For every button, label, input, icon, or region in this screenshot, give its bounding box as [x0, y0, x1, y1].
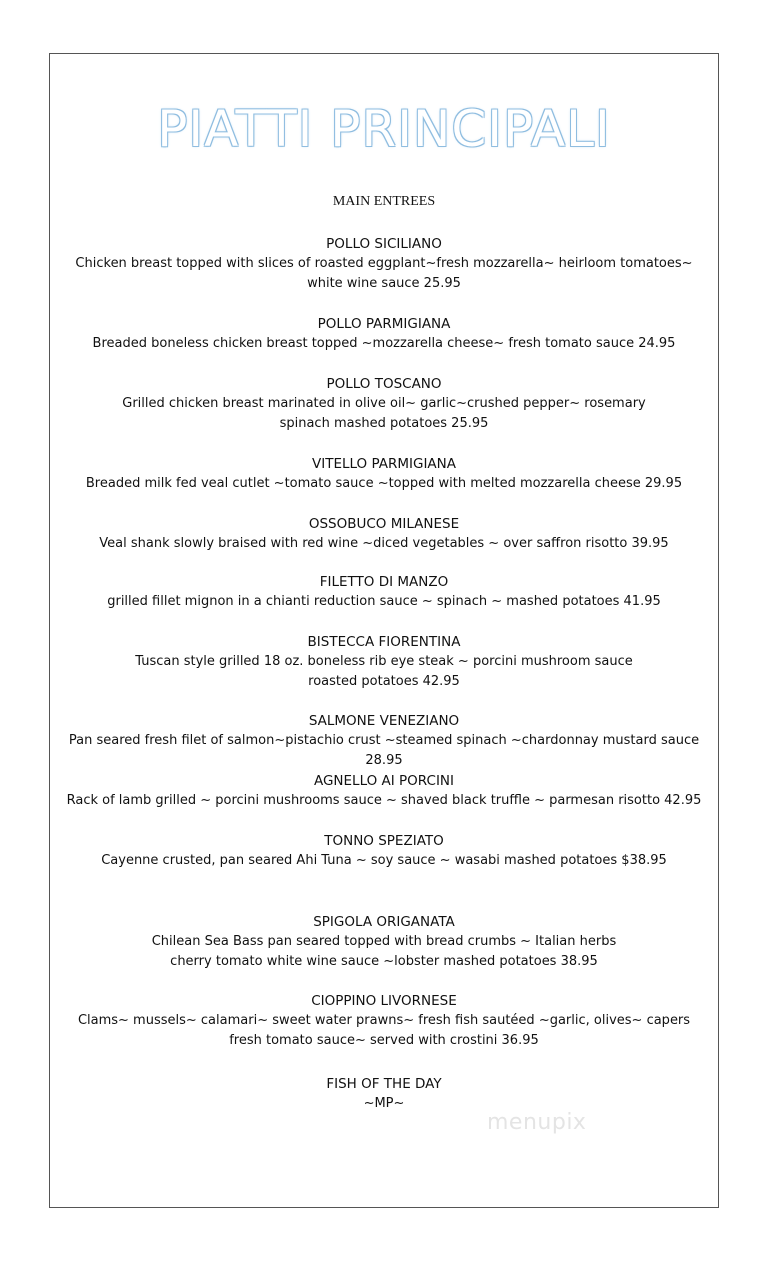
- item-description: Breaded milk fed veal cutlet ~tomato sauce ~topped with melted mozzarella cheese 29.95: [85, 476, 683, 491]
- item-name: POLLO TOSCANO: [326, 376, 442, 392]
- menu-item: [50, 1074, 718, 1114]
- menu-item: [50, 912, 718, 972]
- menu-subtitle: MAIN ENTREES: [332, 194, 436, 209]
- menu-item: [50, 514, 718, 554]
- item-description: ~MP~: [363, 1096, 405, 1111]
- item-description: Breaded boneless chicken breast topped ~mozzarella cheese~ fresh tomato sauce 24.95: [92, 336, 676, 351]
- item-description: Cayenne crusted, pan seared Ahi Tuna ~ soy sauce ~ wasabi mashed potatoes $38.95: [101, 853, 667, 868]
- menu-item: [50, 991, 718, 1051]
- item-name: SALMONE VENEZIANO: [308, 713, 460, 729]
- watermark-logo: menupix: [487, 1110, 587, 1135]
- item-description: Tuscan style grilled 18 oz. boneless rib eye steak ~ porcini mushroom sauce: [135, 654, 633, 669]
- menu-item: [50, 572, 718, 612]
- item-name: POLLO SICILIANO: [326, 236, 442, 252]
- menu-item: [50, 234, 718, 294]
- item-description: spinach mashed potatoes 25.95: [279, 416, 489, 431]
- menu-page: [49, 53, 719, 1208]
- item-name: BISTECCA FIORENTINA: [307, 634, 461, 650]
- item-description: Clams~ mussels~ calamari~ sweet water prawns~ fresh fish sautéed ~garlic, olives~ capers: [77, 1013, 691, 1028]
- item-description: Chicken breast topped with slices of roasted eggplant~fresh mozzarella~ heirloom tomatoes~: [75, 256, 693, 271]
- item-description: Grilled chicken breast marinated in olive oil~ garlic~crushed pepper~ rosemary: [122, 396, 646, 411]
- menu-item: [50, 454, 718, 494]
- menu-item: [50, 314, 718, 354]
- item-name: SPIGOLA ORIGANATA: [313, 914, 455, 930]
- item-description: Rack of lamb grilled ~ porcini mushrooms sauce ~ shaved black truffle ~ parmesan risotto 42.95: [66, 793, 702, 808]
- item-description: Veal shank slowly braised with red wine ~diced vegetables ~ over saffron risotto 39.95: [99, 536, 669, 551]
- item-description: Chilean Sea Bass pan seared topped with bread crumbs ~ Italian herbs: [151, 934, 617, 949]
- item-description: white wine sauce 25.95: [307, 276, 461, 291]
- item-description: grilled fillet mignon in a chianti reduction sauce ~ spinach ~ mashed potatoes 41.95: [107, 594, 661, 609]
- item-name: FISH OF THE DAY: [326, 1076, 442, 1092]
- menu-item: [50, 771, 718, 811]
- item-description: Pan seared fresh filet of salmon~pistachio crust ~steamed spinach ~chardonnay mustard sauce 28.95: [68, 733, 700, 768]
- item-description: fresh tomato sauce~ served with crostini 36.95: [229, 1033, 539, 1048]
- menu-item: [50, 711, 718, 771]
- item-name: TONNO SPEZIATO: [324, 833, 444, 849]
- item-name: OSSOBUCO MILANESE: [308, 516, 460, 532]
- item-name: CIOPPINO LIVORNESE: [311, 993, 457, 1009]
- menu-item: [50, 632, 718, 692]
- menu-item: [50, 374, 718, 434]
- item-name: VITELLO PARMIGIANA: [311, 456, 456, 472]
- menu-item: [50, 831, 718, 871]
- item-description: roasted potatoes 42.95: [308, 674, 460, 689]
- item-name: POLLO PARMIGIANA: [317, 316, 451, 332]
- item-name: AGNELLO AI PORCINI: [313, 773, 455, 789]
- item-name: FILETTO DI MANZO: [319, 574, 449, 590]
- item-description: cherry tomato white wine sauce ~lobster mashed potatoes 38.95: [170, 954, 598, 969]
- menu-title: PIATTI PRINCIPALI: [157, 100, 611, 158]
